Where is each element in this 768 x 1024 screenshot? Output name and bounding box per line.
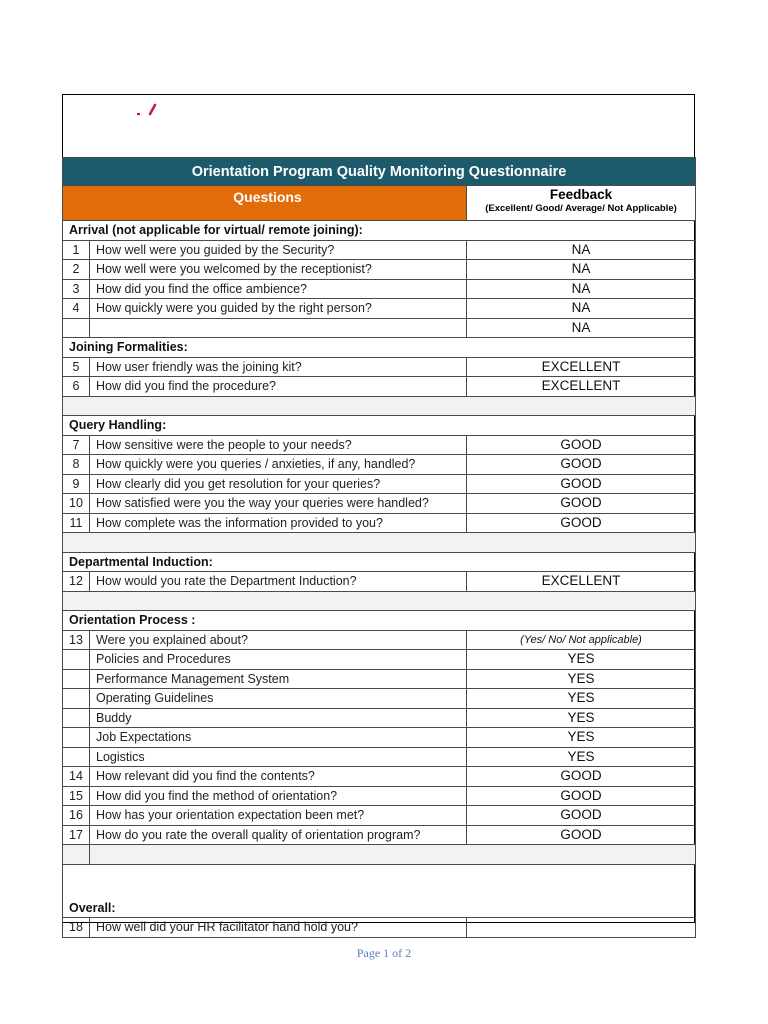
feedback-value[interactable]: NA bbox=[467, 240, 696, 260]
feedback-value[interactable]: NA bbox=[467, 279, 696, 299]
table-row: 17 How do you rate the overall quality of orientation program? GOOD bbox=[63, 825, 696, 845]
feedback-options-hint: (Yes/ No/ Not applicable) bbox=[467, 630, 696, 650]
feedback-value[interactable]: YES bbox=[467, 728, 696, 748]
table-row: 3 How did you find the office ambience? NA bbox=[63, 279, 696, 299]
table-row: 16 How has your orientation expectation been met? GOOD bbox=[63, 806, 696, 826]
feedback-value[interactable] bbox=[467, 918, 696, 938]
title-row bbox=[63, 158, 696, 186]
table-row: 14 How relevant did you find the contents? GOOD bbox=[63, 767, 696, 787]
table-row: 13 Were you explained about? (Yes/ No/ Not applicable) bbox=[63, 630, 696, 650]
section-header-overall: Overall: bbox=[63, 899, 696, 918]
table-row: Operating Guidelines YES bbox=[63, 689, 696, 709]
feedback-value[interactable]: GOOD bbox=[467, 825, 696, 845]
feedback-value[interactable]: GOOD bbox=[467, 474, 696, 494]
feedback-value[interactable]: GOOD bbox=[467, 513, 696, 533]
table-row: Policies and Procedures YES bbox=[63, 650, 696, 670]
feedback-value[interactable]: GOOD bbox=[467, 455, 696, 475]
questionnaire-title: Orientation Program Quality Monitoring Questionnaire bbox=[63, 158, 696, 186]
table-row: 8 How quickly were you queries / anxieties, if any, handled? GOOD bbox=[63, 455, 696, 475]
questions-header: Questions bbox=[63, 186, 467, 221]
spacer-row bbox=[63, 591, 696, 611]
feedback-value[interactable]: YES bbox=[467, 747, 696, 767]
table-row: 4 How quickly were you guided by the right person? NA bbox=[63, 299, 696, 319]
feedback-options: (Excellent/ Good/ Average/ Not Applicable) bbox=[485, 203, 677, 214]
section-header-arrival: Arrival (not applicable for virtual/ remote joining): bbox=[63, 221, 696, 241]
table-row: 2 How well were you welcomed by the receptionist? NA bbox=[63, 260, 696, 280]
feedback-header-label: Feedback bbox=[549, 187, 613, 202]
table-row: 18 How well did your HR facilitator hand hold you? bbox=[63, 918, 696, 938]
feedback-value[interactable]: GOOD bbox=[467, 786, 696, 806]
table-row: 9 How clearly did you get resolution for your queries? GOOD bbox=[63, 474, 696, 494]
spacer-row bbox=[63, 864, 696, 899]
feedback-value[interactable]: GOOD bbox=[467, 806, 696, 826]
feedback-value[interactable]: GOOD bbox=[467, 435, 696, 455]
column-header-row bbox=[63, 186, 696, 221]
table-row: Performance Management System YES bbox=[63, 669, 696, 689]
feedback-value[interactable]: EXCELLENT bbox=[467, 357, 696, 377]
feedback-value[interactable]: NA bbox=[467, 260, 696, 280]
feedback-value[interactable]: NA bbox=[467, 318, 696, 338]
table-row bbox=[63, 318, 696, 338]
page-footer: Page 1 of 2 bbox=[356, 946, 412, 960]
feedback-value[interactable]: YES bbox=[467, 708, 696, 728]
section-header-departmental: Departmental Induction: bbox=[63, 552, 696, 572]
section-header-query: Query Handling: bbox=[63, 416, 696, 436]
spacer-row bbox=[63, 845, 696, 865]
section-header-orientation-process: Orientation Process : bbox=[63, 611, 696, 631]
questionnaire-table bbox=[62, 157, 696, 938]
feedback-value[interactable]: EXCELLENT bbox=[467, 572, 696, 592]
table-row: Logistics YES bbox=[63, 747, 696, 767]
section-header-joining: Joining Formalities: bbox=[63, 338, 696, 358]
feedback-value[interactable]: EXCELLENT bbox=[467, 377, 696, 397]
table-row: 1 How well were you guided by the Security? NA bbox=[63, 240, 696, 260]
feedback-header bbox=[467, 186, 696, 221]
feedback-value[interactable]: GOOD bbox=[467, 494, 696, 514]
table-row: 11 How complete was the information provided to you? GOOD bbox=[63, 513, 696, 533]
table-row: 6 How did you find the procedure? EXCELLENT bbox=[63, 377, 696, 397]
feedback-value[interactable]: YES bbox=[467, 669, 696, 689]
feedback-value[interactable]: YES bbox=[467, 650, 696, 670]
feedback-value[interactable]: YES bbox=[467, 689, 696, 709]
table-row: Buddy YES bbox=[63, 708, 696, 728]
table-row: 5 How user friendly was the joining kit? EXCELLENT bbox=[63, 357, 696, 377]
table-row: 10 How satisfied were you the way your queries were handled? GOOD bbox=[63, 494, 696, 514]
company-logo bbox=[135, 102, 165, 116]
table-row: Job Expectations YES bbox=[63, 728, 696, 748]
table-row: 12 How would you rate the Department Induction? EXCELLENT bbox=[63, 572, 696, 592]
feedback-value[interactable]: NA bbox=[467, 299, 696, 319]
spacer-row bbox=[63, 396, 696, 416]
feedback-value[interactable]: GOOD bbox=[467, 767, 696, 787]
table-row: 7 How sensitive were the people to your needs? GOOD bbox=[63, 435, 696, 455]
table-row: 15 How did you find the method of orientation? GOOD bbox=[63, 786, 696, 806]
spacer-row bbox=[63, 533, 696, 553]
